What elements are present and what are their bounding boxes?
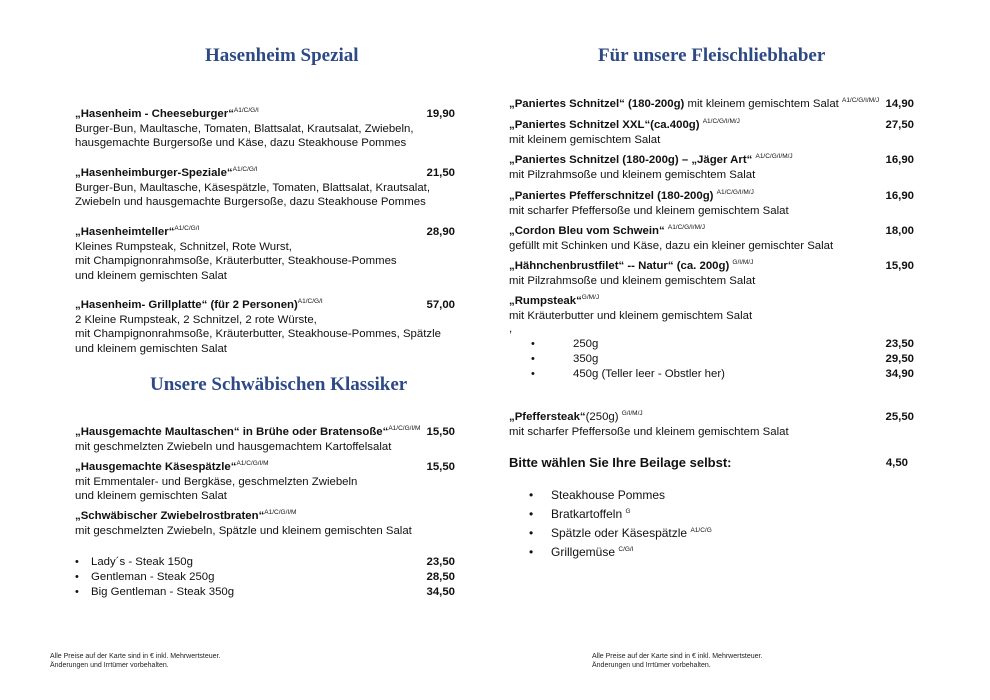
allergen-codes: A1/C/G/I/M/J bbox=[702, 118, 740, 125]
item-price: 18,00 bbox=[885, 225, 914, 237]
list-item: • 350g 29,50 bbox=[509, 352, 914, 367]
menu-item-jaeger-art bbox=[509, 153, 914, 182]
allergen-codes: A1/C/G/I bbox=[174, 225, 200, 232]
item-description-line: mit Champignonrahmsoße, Kräuterbutter, Steakhouse-Pommes bbox=[75, 255, 397, 267]
item-description-line: , bbox=[509, 323, 513, 335]
item-description-line: mit Pilzrahmsoße und kleinem gemischtem Salat bbox=[509, 274, 756, 287]
beilage-heading-row bbox=[509, 455, 914, 471]
menu-item-grillplatte bbox=[75, 298, 455, 356]
allergen-codes: A1/C/G/I/M bbox=[388, 425, 421, 432]
item-title: „Hausgemachte Maultaschen“ in Brühe oder Bratensoße“ bbox=[75, 426, 389, 438]
allergen-codes: G/M/J bbox=[581, 294, 600, 301]
steak-list bbox=[75, 555, 455, 600]
footer-line: Änderungen und Irrtümer vorbehalten. bbox=[50, 662, 169, 669]
allergen-codes: A1/C/G/I bbox=[297, 298, 323, 305]
item-title: „Hasenheim - Cheeseburger“ bbox=[75, 108, 234, 120]
menu-item-rumpsteak bbox=[509, 294, 914, 336]
item-title: „Hausgemachte Käsespätzle“ bbox=[75, 461, 237, 473]
item-description-line: mit Emmentaler- und Bergkäse, geschmelzten Zwiebeln bbox=[75, 475, 358, 488]
footer-note-right bbox=[592, 652, 762, 670]
item-title: „Schwäbischer Zwiebelrostbraten“ bbox=[75, 510, 265, 522]
item-title: „Hasenheimteller“ bbox=[75, 226, 175, 238]
item-title: „Paniertes Schnitzel“ (180-200g) bbox=[509, 98, 685, 110]
item-description-line: gefüllt mit Schinken und Käse, dazu ein kleiner gemischter Salat bbox=[509, 239, 834, 252]
list-item: • Grillgemüse $^{C/G/I}$ bbox=[529, 543, 712, 562]
menu-item-hasenheimburger-speziale bbox=[75, 166, 455, 210]
item-price: 19,90 bbox=[426, 108, 455, 120]
menu-item-maultaschen bbox=[75, 425, 455, 454]
beilage-price: 4,50 bbox=[885, 457, 908, 469]
list-item: • Bratkartoffeln $^G$ bbox=[529, 505, 712, 524]
item-price: 15,50 bbox=[426, 461, 455, 473]
item-title: „Paniertes Schnitzel XXL“(ca.400g) bbox=[509, 119, 700, 131]
menu-item-cordon-bleu bbox=[509, 224, 914, 253]
item-title: „Hasenheimburger-Speziale“ bbox=[75, 167, 233, 179]
item-title: „Hähnchenbrustfilet“ -- Natur“ (ca. 200g) bbox=[509, 260, 730, 272]
footer-line: Alle Preise auf der Karte sind in € inkl. Mehrwertsteuer. bbox=[592, 653, 763, 660]
item-price: 27,50 bbox=[885, 119, 914, 131]
item-title: „Paniertes Schnitzel (180-200g) – „Jäger Art“ bbox=[509, 154, 753, 166]
item-price: 15,50 bbox=[426, 426, 455, 438]
rumpsteak-size-list bbox=[509, 337, 914, 382]
list-item: • 450g (Teller leer - Obstler her) 34,90 bbox=[509, 367, 914, 382]
menu-item-pfeffersteak: „Pfeffersteak“(250g) $^{G/I/M/J}$ 25,50 mit scharfer Pfeffersoße und kleinem gemischtem Salat bbox=[509, 410, 914, 438]
beilage-heading: Bitte wählen Sie Ihre Beilage selbst: bbox=[509, 455, 732, 470]
footer-note-left bbox=[50, 652, 220, 670]
item-title: „Hasenheim- Grillplatte“ (für 2 Personen) bbox=[75, 299, 298, 311]
item-price: 21,50 bbox=[426, 167, 455, 179]
item-title: „Cordon Bleu vom Schwein“ bbox=[509, 225, 665, 237]
menu-item-kaesespaetzle bbox=[75, 460, 455, 504]
item-price: 25,50 bbox=[885, 411, 914, 423]
menu-item-haehnchenbrustfilet bbox=[509, 259, 914, 288]
heading-hasenheim-spezial: Hasenheim Spezial bbox=[205, 45, 359, 66]
allergen-codes: A1/C/G/I/M bbox=[236, 460, 269, 467]
item-price: 14,90 bbox=[885, 98, 914, 110]
list-item: • Gentleman - Steak 250g 28,50 bbox=[75, 570, 455, 585]
item-description-line: und kleinem gemischten Salat bbox=[75, 490, 227, 502]
item-price: 16,90 bbox=[885, 190, 914, 202]
item-description-line: hausgemachte Burgersoße und Käse, dazu Steakhouse Pommes bbox=[75, 137, 407, 149]
menu-item-cheeseburger bbox=[75, 107, 455, 151]
item-description-line: 2 Kleine Rumpsteak, 2 Schnitzel, 2 rote Würste, bbox=[75, 313, 317, 326]
item-description-line: mit geschmelzten Zwiebeln und hausgemachtem Kartoffelsalat bbox=[75, 440, 392, 453]
list-item: • Big Gentleman - Steak 350g 34,50 bbox=[75, 585, 455, 600]
item-description-line: mit Kräuterbutter und kleinem gemischtem Salat bbox=[509, 309, 753, 322]
allergen-codes: A1/C/G/I bbox=[232, 166, 258, 173]
item-description-line: mit geschmelzten Zwiebeln, Spätzle und kleinem gemischten Salat bbox=[75, 524, 412, 537]
allergen-codes: A1/C/G/I/M/J bbox=[841, 97, 880, 104]
item-description-line: und kleinem gemischten Salat bbox=[75, 269, 227, 282]
item-title: „Paniertes Pfefferschnitzel (180-200g) bbox=[509, 190, 714, 202]
item-description-line: mit kleinem gemischtem Salat bbox=[509, 133, 661, 146]
allergen-codes: G/I/M/J bbox=[621, 410, 643, 417]
item-description-line: mit scharfer Pfeffersoße und kleinem gemischtem Salat bbox=[509, 204, 789, 217]
allergen-codes: A1/C/G/I/M/J bbox=[755, 153, 793, 160]
list-item: • Lady´s - Steak 150g 23,50 bbox=[75, 555, 455, 570]
item-price: 57,00 bbox=[426, 299, 455, 311]
item-price: 16,90 bbox=[885, 154, 914, 166]
footer-line: Alle Preise auf der Karte sind in € inkl. Mehrwertsteuer. bbox=[50, 653, 221, 660]
item-description-line: Burger-Bun, Maultasche, Tomaten, Blattsalat, Krautsalat, Zwiebeln, bbox=[75, 122, 414, 135]
list-item: • Spätzle oder Käsespätzle $^{A1/C/G}$ bbox=[529, 524, 712, 543]
menu-item-hasenheimteller bbox=[75, 225, 455, 283]
item-description-line: Zwiebeln und hausgemachte Burgersoße, dazu Steakhouse Pommes bbox=[75, 196, 426, 208]
item-price: 15,90 bbox=[885, 260, 914, 272]
heading-fleischliebhaber: Für unsere Fleischliebhaber bbox=[598, 45, 826, 66]
menu-item-paniertes-schnitzel: „Paniertes Schnitzel“ (180-200g) mit kleinem gemischtem Salat $^{A1/C/G/I/M/J}$ 14,90 bbox=[509, 97, 914, 110]
allergen-codes: A1/C/G/I/M/J bbox=[667, 224, 706, 231]
allergen-codes: G/I/M/J bbox=[732, 259, 754, 266]
footer-line: Änderungen und Irrtümer vorbehalten. bbox=[592, 662, 711, 669]
item-price: 28,90 bbox=[426, 226, 455, 238]
allergen-codes: A1/C/G/I/M bbox=[264, 509, 297, 516]
item-description-line: und kleinem gemischten Salat bbox=[75, 342, 227, 355]
item-description-line: mit Pilzrahmsoße und kleinem gemischtem Salat bbox=[509, 168, 756, 181]
item-title: „Pfeffersteak“ bbox=[509, 411, 586, 423]
item-description-line: Burger-Bun, Maultasche, Käsespätzle, Tomaten, Blattsalat, Krautsalat, bbox=[75, 181, 430, 194]
list-item: • 250g 23,50 bbox=[509, 337, 914, 352]
item-description-line: mit Champignonrahmsoße, Kräuterbutter, Steakhouse-Pommes, Spätzle bbox=[75, 328, 441, 340]
allergen-codes: A1/C/G/I bbox=[233, 107, 259, 114]
list-item: • Steakhouse Pommes bbox=[529, 486, 712, 505]
item-title: „Rumpsteak“ bbox=[509, 295, 582, 307]
heading-schwaebische-klassiker: Unsere Schwäbischen Klassiker bbox=[150, 374, 408, 395]
menu-item-pfefferschnitzel bbox=[509, 189, 914, 218]
side-dish-list bbox=[529, 486, 712, 562]
item-description-line: mit scharfer Pfeffersoße und kleinem gemischtem Salat bbox=[509, 425, 789, 438]
allergen-codes: A1/C/G/I/M/J bbox=[716, 189, 754, 196]
item-description-line: Kleines Rumpsteak, Schnitzel, Rote Wurst, bbox=[75, 240, 292, 253]
menu-item-zwiebelrostbraten bbox=[75, 509, 455, 538]
menu-item-schnitzel-xxl bbox=[509, 118, 914, 147]
